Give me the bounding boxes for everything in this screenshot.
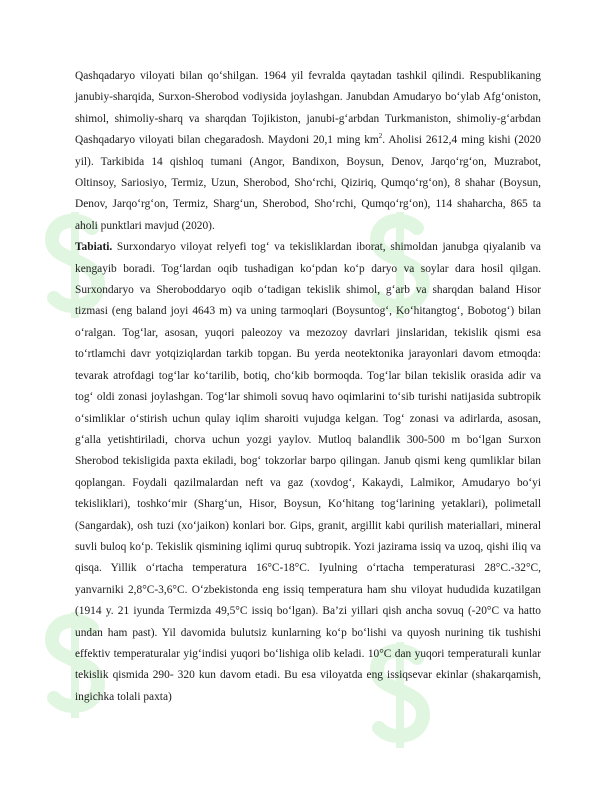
paragraph-nature	[75, 237, 541, 708]
section-heading: Tabiati.	[75, 241, 113, 254]
paragraph-text: Surxondaryo viloyat relyefi tog‘ va tekisliklardan iborat, shimoldan janubga qiyalanib va kengayib boradi. Tog‘lardan oqib tushadigan ko‘pdan ko‘p daryo va soylar dara hosil qilgan. Surxondaryo va Sheroboddaryo oqib o‘tadigan tekislik shimol, g‘arb va sharqdan baland Hisor tizmasi (eng baland joyi 4643 m) va uning tarmoqlari (Boysuntog‘, Ko‘hitangtog‘, Bobotog‘) bilan o‘ralgan. Tog‘lar, asosan, yuqori paleozoy va mezozoy davrlari jinslaridan, tekislik qismi esa to‘rtlamchi davr yotqiziqlardan tarkib topgan. Bu yerda neotektonika jarayonlari davom etmoqda: tevarak atrofdagi tog‘lar ko‘tarilib, botiq, cho‘kib bormoqda. Tog‘lar bilan tekislik orasida adir va tog‘ oldi zonasi joylashgan. Tog‘lar shimoli sovuq havo oqimlarini to‘sib turishi natijasida subtropik o‘simliklar o‘stirish uchun qulay iqlim sharoiti vujudga kelgan. Tog‘ zonasi va adirlarda, asosan, g‘alla yetishtiriladi, chorva uchun yozgi yaylov. Mutloq balandlik 300-500 m bo‘lgan Surxon Sherobod tekisligida paxta ekiladi, bog‘ tokzorlar barpo qilingan. Janub qismi keng qumliklar bilan qoplangan. Foydali qazilmalardan neft va gaz (xovdog‘, Kakaydi, Lalmikor, Amudaryo bo‘yi tekisliklari), toshko‘mir (Sharg‘un, Hisor, Boysun, Ko‘hitang tog‘larining yetaklari), polimetall (Sangardak), osh tuzi (xo‘jaikon) konlari bor. Gips, granit, argillit kabi qurilish materiallari, mineral suvli buloq ko‘p. Tekislik qismining iqlimi quruq subtropik. Yozi jazirama issiq va uzoq, qishi iliq va qisqa. Yillik o‘rtacha temperatura 16°C-18°C. Iyulning o‘rtacha temperaturasi 28°C.-32°C, yanvarniki 2,8°C-3,6°C. O‘zbekistonda eng issiq temperatura ham shu viloyat hududida kuzatilgan (1914 y. 21 iyunda Termizda 49,5°C issiq bo‘lgan). Ba’zi yillari qish ancha sovuq (-20°C va hatto undan ham past). Yil davomida bulutsiz kunlarning ko‘p bo‘lishi va quyosh nurining tik tushishi effektiv temperaturalar yig‘indisi yuqori bo‘lishiga olib keladi. 10°C dan yuqori temperaturali kunlar tekislik qismida 290- 320 kun davom etadi. Bu esa viloyatda eng issiqsevar ekinlar (shakarqamish, ingichka tolali paxta)	[75, 241, 541, 703]
paragraph-text: . Aholisi 2612,4 ming kishi (2020 yil). Tarkibida 14 qishloq tumani (Angor, Bandixon, Boysun, Denov, Jarqo‘rg‘on, Muzrabot, Oltinsoy, Sariosiyo, Termiz, Uzun, Sherobod, Sho‘rchi, Qiziriq, Qumqo‘rg‘on), 8 shahar (Boysun, Denov, Jarqo‘rg‘on, Termiz, Sharg‘un, Sherobod, Sho‘rchi, Qumqo‘rg‘on), 114 shaharcha, 865 ta aholi punktlari mavjud (2020).	[75, 134, 542, 232]
superscript: 2	[378, 132, 383, 141]
document-body	[75, 66, 541, 708]
paragraph-text: Qashqadaryo viloyati bilan qo‘shilgan. 1964 yil fevralda qaytadan tashkil qilindi. Respublikaning janubiy-sharqida, Surxon-Sherobod vodiysida joylashgan. Janubdan Amudaryo bo‘ylab Afg‘oniston, shimol, shimoliy-sharq va sharqdan Tojikiston, janubi-g‘arbdan Turkmaniston, shimoliy-g‘arbdan Qashqadaryo viloyati bilan chegaradosh. Maydoni 20,1 ming km	[75, 70, 541, 147]
paragraph-region-overview	[75, 66, 541, 237]
